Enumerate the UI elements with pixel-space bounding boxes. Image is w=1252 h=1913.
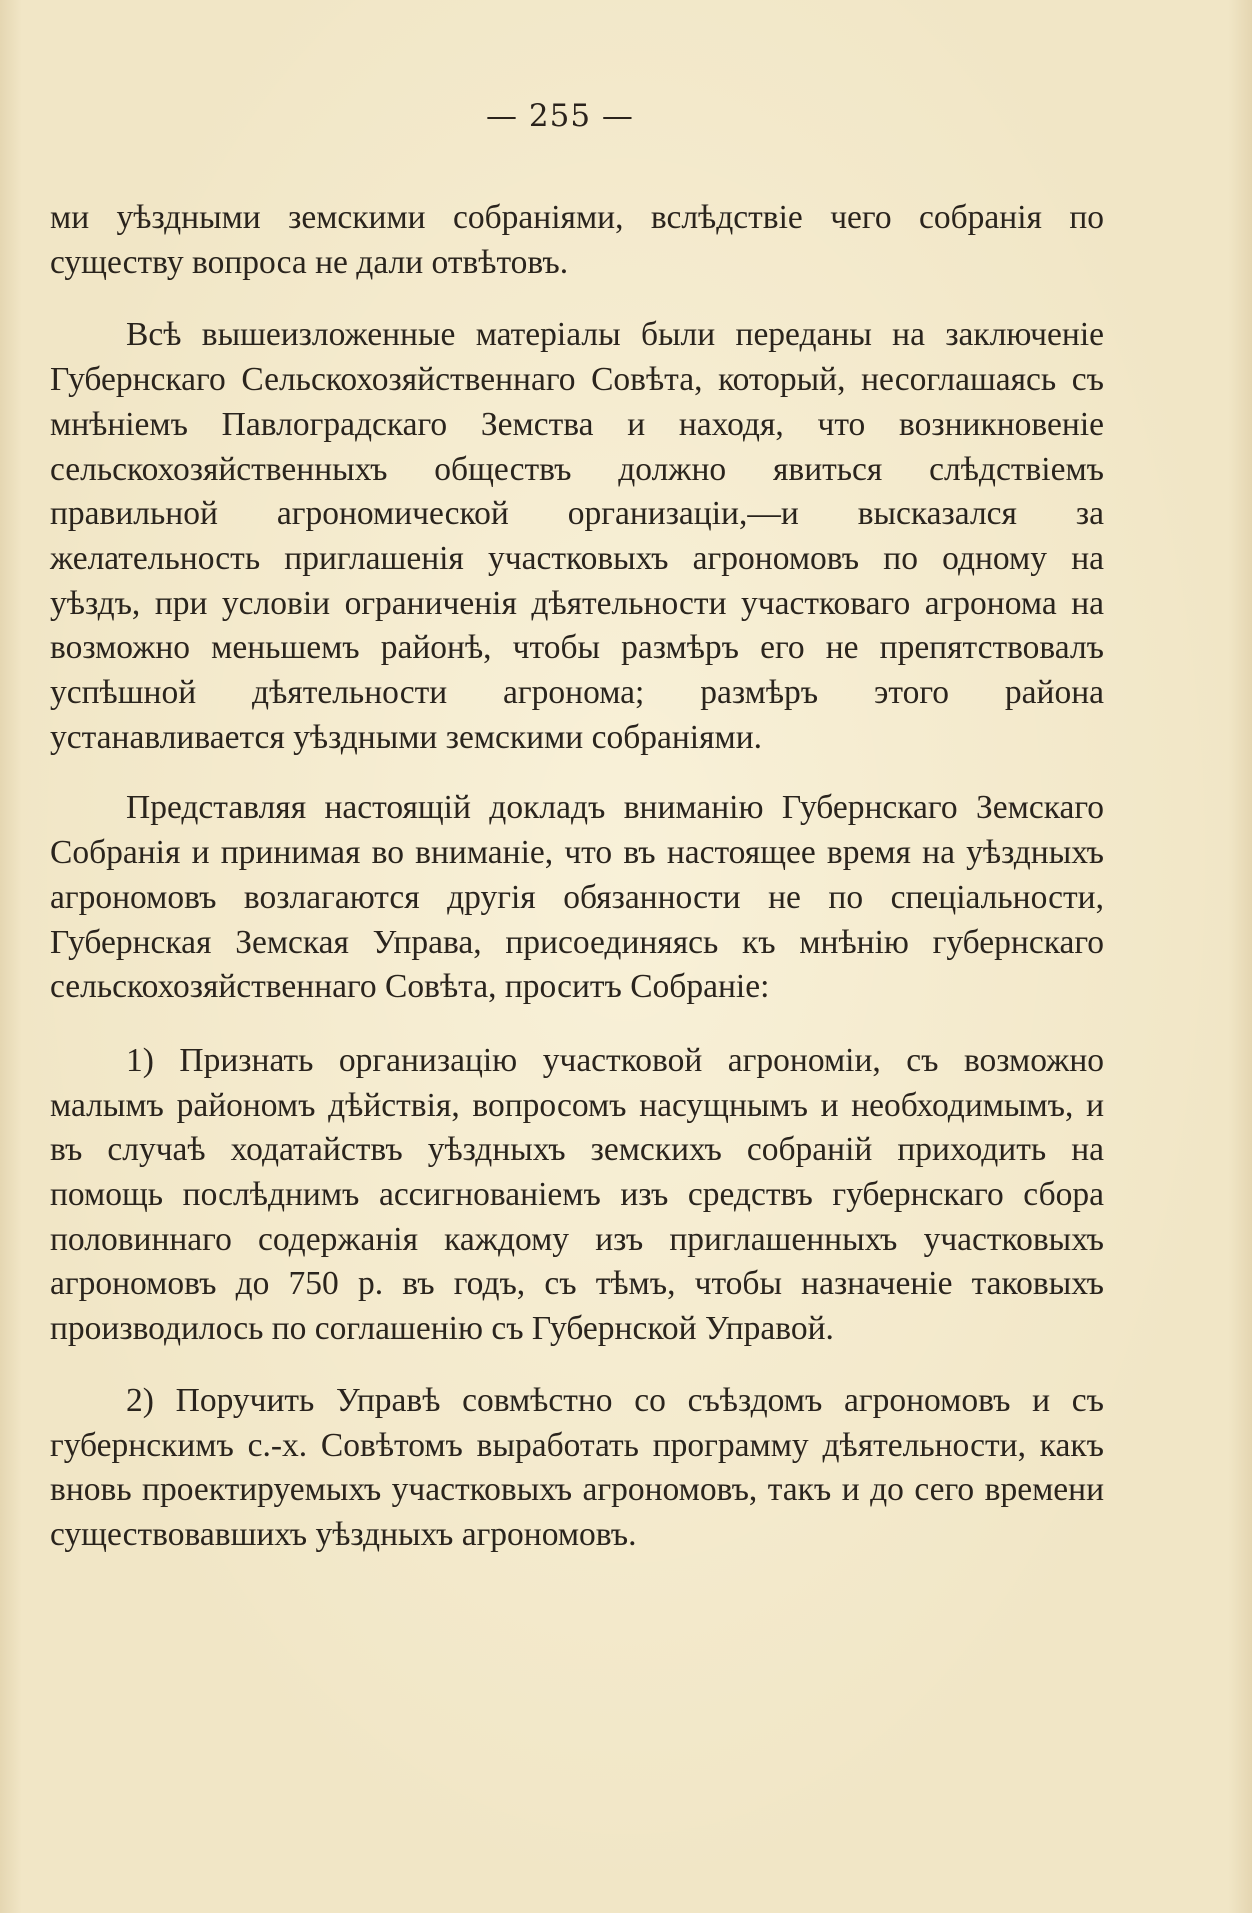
body-text [50, 196, 1104, 1558]
paragraph-board-request: Представляя настоящій докладъ вниманію Губернскаго Земскаго Собранія и принимая во вниманіе, что въ настоящее время на уѣздныхъ агрономовъ возлагаются другія обязанности не по спеціальности, Губернская Земская Управа, присоединяясь къ мнѣнію губернскаго сельскохозяйственнаго Совѣта, проситъ Собраніе: [50, 789, 1104, 1006]
page-number: — 255 — [486, 98, 634, 134]
paragraph-council-opinion: Всѣ вышеизложенные матеріалы были переданы на заключеніе Губернскаго Сельскохозяйственнаго Совѣта, который, несоглашаясь съ мнѣніемъ Павлоградскаго Земства и находя, что возникновеніе сельскохозяйственныхъ обществъ должно явиться слѣдствіемъ правильной агрономической организаціи,—и высказался за желательность приглашенія участковыхъ агрономовъ по одному на уѣздъ, при условіи ограниченія дѣятельности участковаго агронома на возможно меньшемъ районѣ, чтобы размѣръ его не препятствовалъ успѣшной дѣятельности агронома; размѣръ этого района устанавливается уѣздными земскими собраніями. [50, 316, 1104, 756]
paragraph-point-2: 2) Поручить Управѣ совмѣстно со съѣздомъ агрономовъ и съ губернскимъ с.-х. Совѣтомъ выработать программу дѣятельности, какъ вновь проектируемыхъ участковыхъ агрономовъ, такъ и до сего времени существовавшихъ уѣздныхъ агрономовъ. [50, 1381, 1104, 1553]
paragraph-continuation: ми уѣздными земскими собраніями, вслѣдствіе чего собранія по существу вопроса не дали отвѣтовъ. [50, 199, 1104, 281]
paragraph-point-1: 1) Признать организацію участковой агрономіи, съ возможно малымъ райономъ дѣйствія, вопросомъ насущнымъ и необходимымъ, и въ случаѣ ходатайствъ уѣздныхъ земскихъ собраній приходить на помощь послѣднимъ ассигнованіемъ изъ средствъ губернскаго сбора половиннаго содержанія каждому изъ приглашенныхъ участковыхъ агрономовъ до 750 р. въ годъ, съ тѣмъ, чтобы назначеніе таковыхъ производилось по соглашенію съ Губернской Управой. [50, 1041, 1104, 1348]
